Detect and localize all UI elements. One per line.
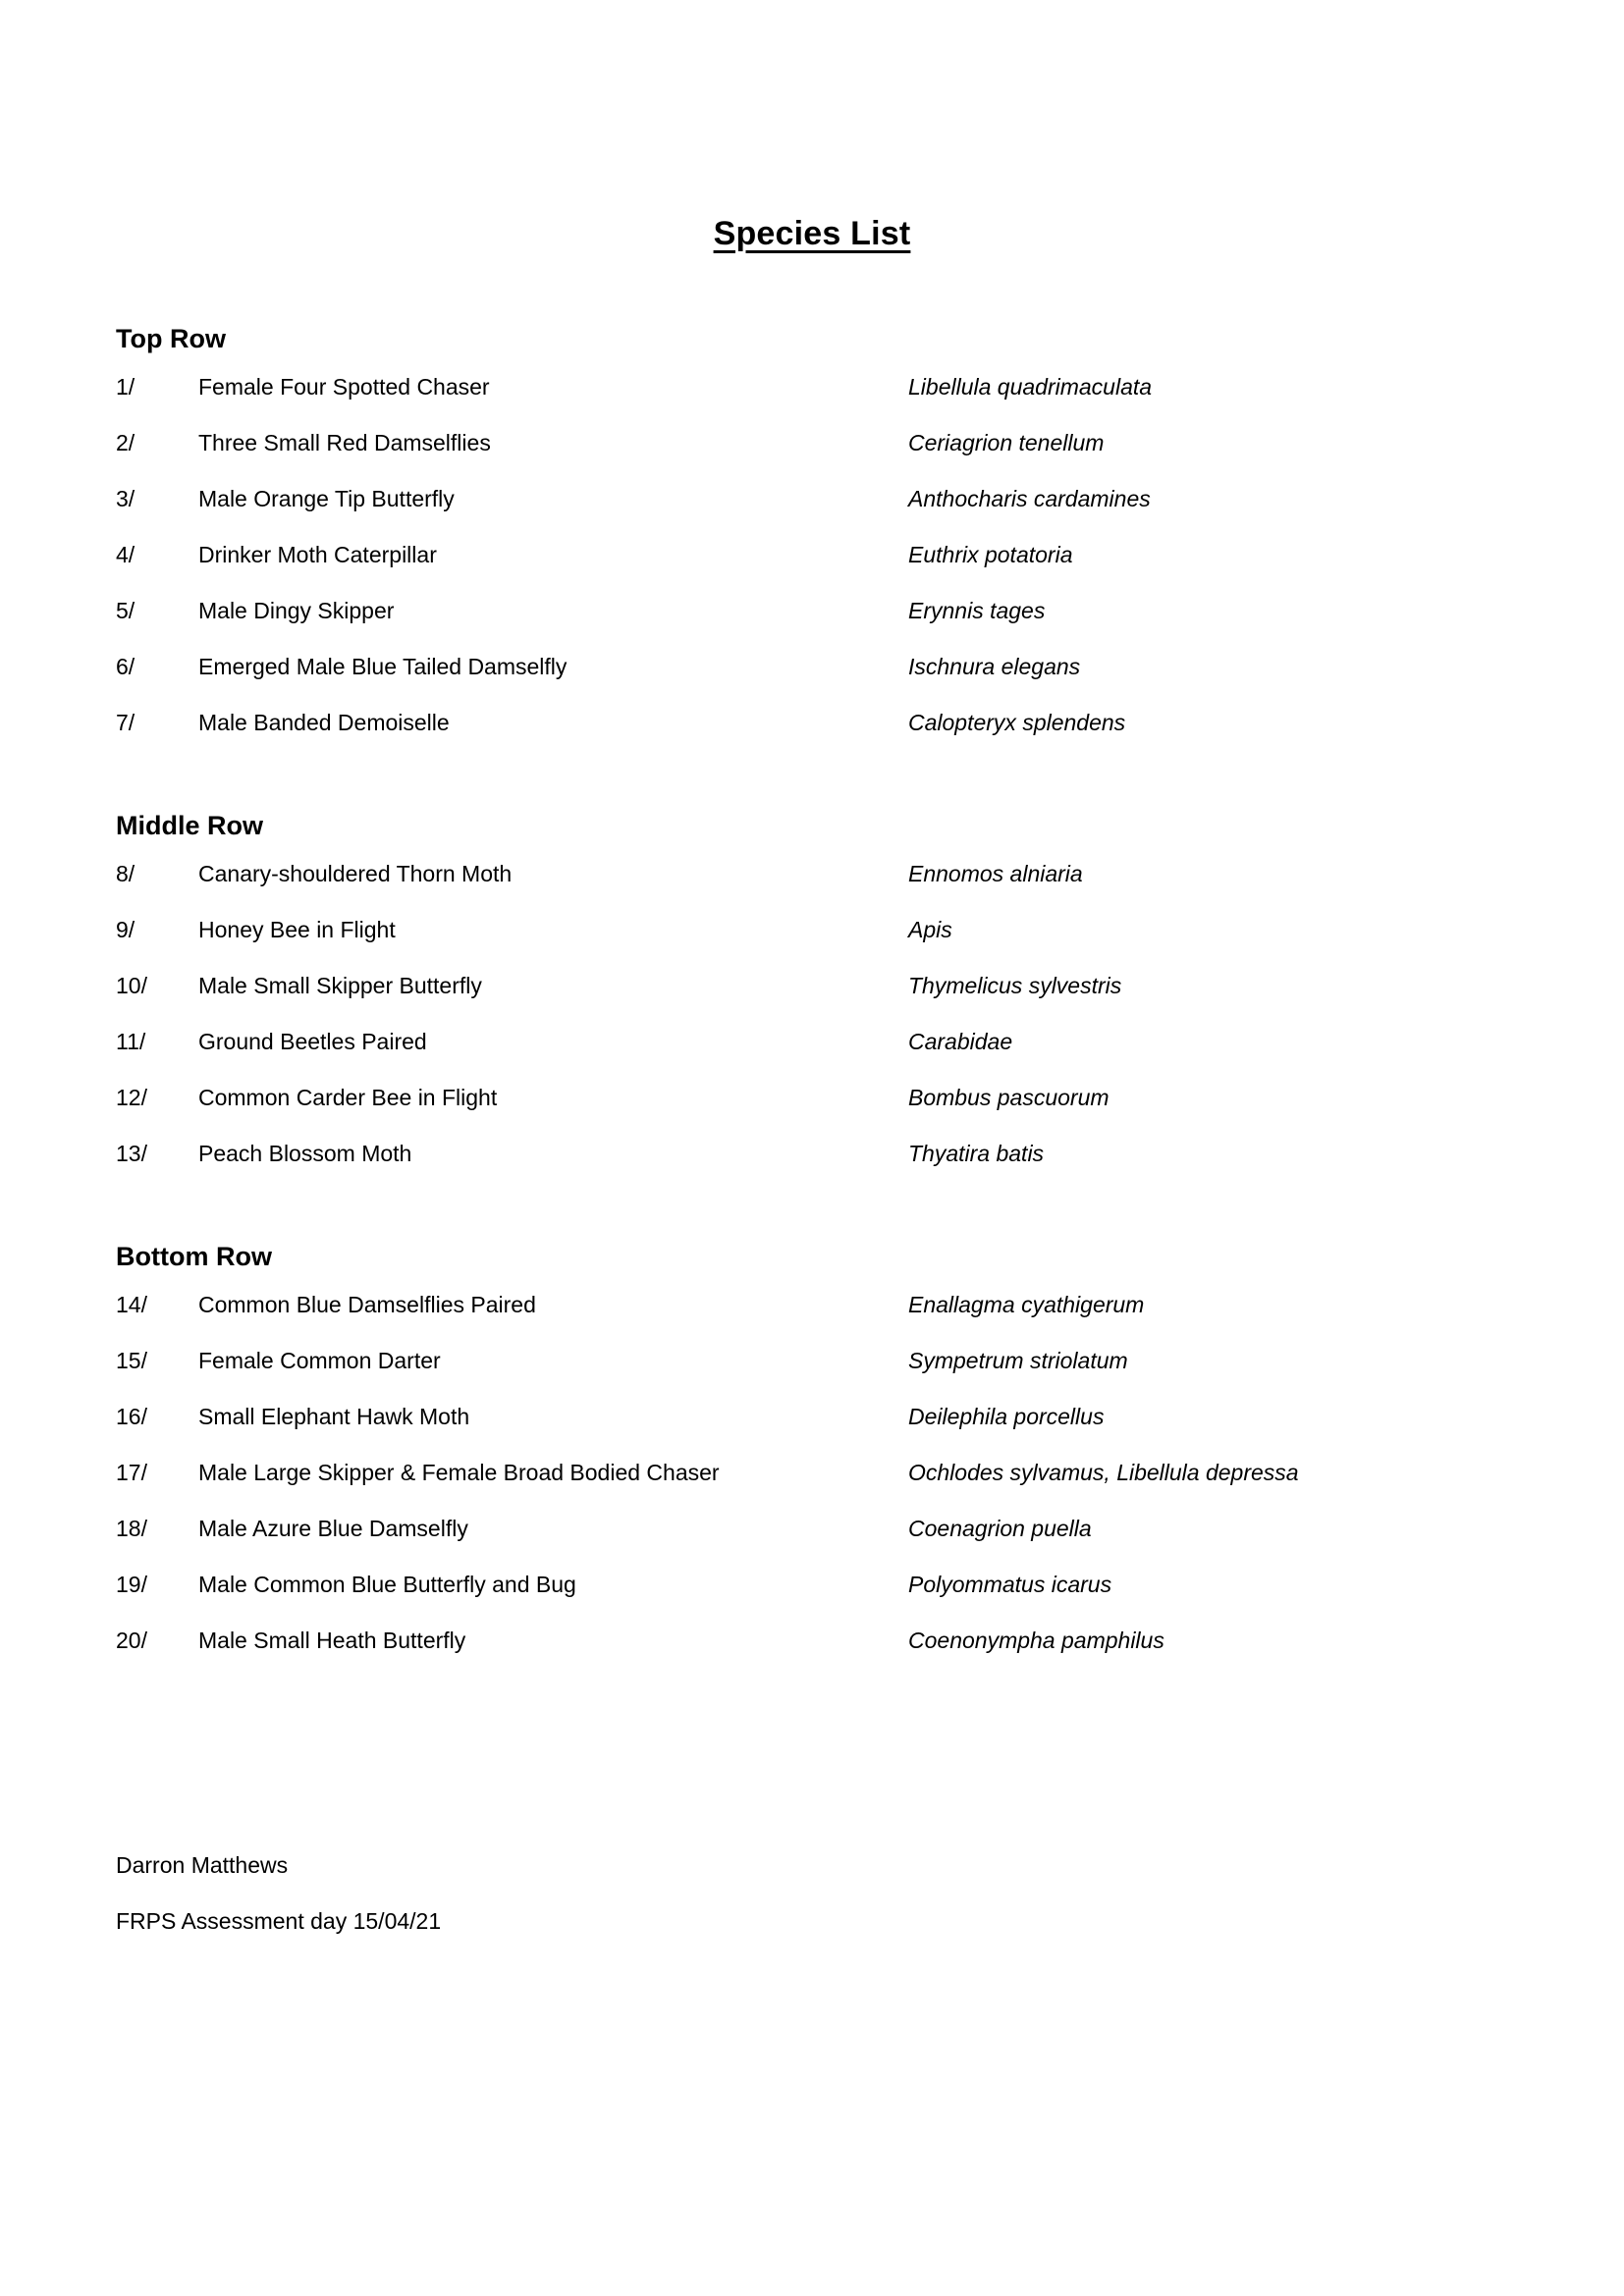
- species-scientific-name: Anthocharis cardamines: [908, 485, 1151, 511]
- species-number: 5/: [116, 597, 135, 623]
- species-row: [116, 1028, 1510, 1087]
- species-row: [116, 972, 1510, 1031]
- species-common-name: Male Large Skipper & Female Broad Bodied Chaser: [198, 1459, 720, 1485]
- species-scientific-name: Ennomos alniaria: [908, 860, 1083, 886]
- species-common-name: Male Small Skipper Butterfly: [198, 972, 482, 998]
- species-row: [116, 485, 1510, 544]
- species-list-content: [116, 324, 1510, 1685]
- species-scientific-name: Carabidae: [908, 1028, 1013, 1054]
- species-row: [116, 1515, 1510, 1574]
- species-row: [116, 1347, 1510, 1406]
- species-number: 2/: [116, 429, 135, 455]
- species-scientific-name: Enallagma cyathigerum: [908, 1291, 1145, 1317]
- species-number: 12/: [116, 1084, 147, 1110]
- species-common-name: Common Carder Bee in Flight: [198, 1084, 498, 1110]
- species-number: 8/: [116, 860, 135, 886]
- species-common-name: Drinker Moth Caterpillar: [198, 541, 437, 567]
- species-number: 3/: [116, 485, 135, 511]
- species-number: 9/: [116, 916, 135, 942]
- species-scientific-name: Libellula quadrimaculata: [908, 373, 1153, 400]
- species-row: [116, 1629, 1510, 1685]
- footer-author: Darron Matthews: [116, 1852, 289, 1878]
- species-scientific-name: Calopteryx splendens: [908, 709, 1126, 735]
- species-scientific-name: Coenonympha pamphilus: [908, 1627, 1164, 1653]
- species-row: [116, 1140, 1510, 1199]
- species-common-name: Honey Bee in Flight: [198, 916, 396, 942]
- species-common-name: Ground Beetles Paired: [198, 1028, 427, 1054]
- species-common-name: Emerged Male Blue Tailed Damselfly: [198, 653, 568, 679]
- section-heading: Bottom Row: [116, 1241, 272, 1271]
- species-scientific-name: Thymelicus sylvestris: [908, 972, 1122, 998]
- species-row: [116, 429, 1510, 488]
- species-common-name: Small Elephant Hawk Moth: [198, 1403, 470, 1429]
- species-scientific-name: Ceriagrion tenellum: [908, 429, 1105, 455]
- species-row: [116, 541, 1510, 600]
- species-scientific-name: Polyommatus icarus: [908, 1571, 1112, 1597]
- species-scientific-name: Thyatira batis: [908, 1140, 1045, 1166]
- species-common-name: Common Blue Damselflies Paired: [198, 1291, 536, 1317]
- species-number: 10/: [116, 972, 147, 998]
- species-common-name: Female Four Spotted Chaser: [198, 373, 490, 400]
- page-title-text: Species List: [713, 214, 911, 252]
- species-common-name: Male Azure Blue Damselfly: [198, 1515, 468, 1541]
- species-common-name: Three Small Red Damselflies: [198, 429, 491, 455]
- species-scientific-name: Sympetrum striolatum: [908, 1347, 1128, 1373]
- species-row: [116, 916, 1510, 975]
- species-scientific-name: Euthrix potatoria: [908, 541, 1073, 567]
- species-number: 14/: [116, 1291, 147, 1317]
- species-row: [116, 860, 1510, 919]
- species-number: 13/: [116, 1140, 147, 1166]
- species-number: 11/: [116, 1028, 146, 1054]
- species-section: [116, 1242, 1510, 1685]
- species-scientific-name: Erynnis tages: [908, 597, 1046, 623]
- species-section: [116, 324, 1510, 768]
- species-number: 17/: [116, 1459, 147, 1485]
- species-scientific-name: Ischnura elegans: [908, 653, 1081, 679]
- species-number: 16/: [116, 1403, 147, 1429]
- species-common-name: Male Orange Tip Butterfly: [198, 485, 455, 511]
- section-heading: Top Row: [116, 324, 226, 353]
- section-heading: Middle Row: [116, 810, 263, 840]
- species-number: 1/: [116, 373, 135, 400]
- species-section: [116, 811, 1510, 1199]
- species-common-name: Male Common Blue Butterfly and Bug: [198, 1571, 576, 1597]
- species-common-name: Male Banded Demoiselle: [198, 709, 450, 735]
- species-number: 15/: [116, 1347, 147, 1373]
- species-row: [116, 709, 1510, 768]
- species-row: [116, 1403, 1510, 1462]
- species-number: 6/: [116, 653, 135, 679]
- species-row: [116, 597, 1510, 656]
- species-common-name: Male Dingy Skipper: [198, 597, 395, 623]
- species-scientific-name: Apis: [908, 916, 952, 942]
- document-footer: [116, 1854, 441, 1933]
- species-scientific-name: Bombus pascuorum: [908, 1084, 1110, 1110]
- species-number: 19/: [116, 1571, 147, 1597]
- species-row: [116, 1084, 1510, 1143]
- species-number: 20/: [116, 1627, 147, 1653]
- species-row: [116, 653, 1510, 712]
- species-scientific-name: Ochlodes sylvamus, Libellula depressa: [908, 1459, 1299, 1485]
- species-common-name: Canary-shouldered Thorn Moth: [198, 860, 513, 886]
- species-row: [116, 373, 1510, 432]
- species-number: 18/: [116, 1515, 147, 1541]
- species-common-name: Male Small Heath Butterfly: [198, 1627, 466, 1653]
- species-row: [116, 1459, 1510, 1518]
- species-common-name: Female Common Darter: [198, 1347, 441, 1373]
- species-number: 7/: [116, 709, 135, 735]
- species-row: [116, 1571, 1510, 1629]
- species-common-name: Peach Blossom Moth: [198, 1140, 412, 1166]
- species-scientific-name: Deilephila porcellus: [908, 1403, 1105, 1429]
- species-scientific-name: Coenagrion puella: [908, 1515, 1092, 1541]
- species-row: [116, 1291, 1510, 1350]
- footer-assessment: FRPS Assessment day 15/04/21: [116, 1908, 442, 1934]
- species-number: 4/: [116, 541, 135, 567]
- page-title: [0, 215, 1624, 253]
